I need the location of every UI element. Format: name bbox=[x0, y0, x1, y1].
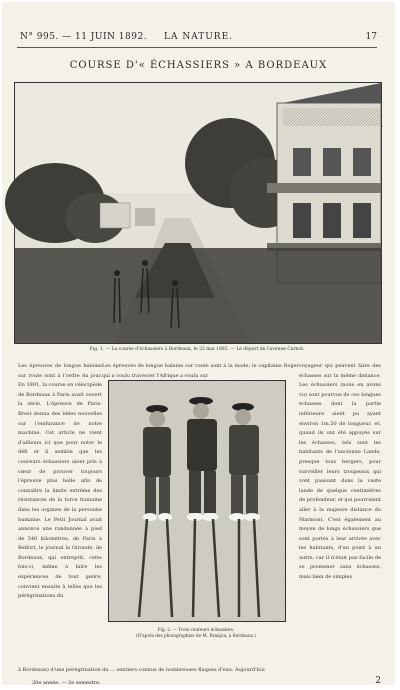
figure-2-caption bbox=[108, 627, 284, 639]
magazine-title: LA NATURE. bbox=[164, 32, 234, 42]
body-text-bottom: à Bordeaux) d'une pérégrination du ... sentiers connus de nombreuses flaques d'eau. Aujourd'hui bbox=[18, 667, 265, 673]
figure-2-engraving bbox=[108, 380, 286, 622]
footer-volume: 20e année. — 2e semestre. bbox=[32, 680, 101, 686]
body-text-top: Les épreuves de longue haleine sur route sont à la mode; le capitaine Roger qui a voulu traverser l'Afrique a voulu sur bbox=[102, 363, 299, 379]
article-title: COURSE D'« ÉCHASSIERS » A BORDEAUX bbox=[69, 60, 328, 71]
figure-2-caption-title: Fig. 2. — Trois coureurs échassiers. bbox=[157, 627, 235, 632]
magazine-page bbox=[2, 2, 395, 685]
header-rule bbox=[17, 47, 377, 48]
issue-number: N° 995. — 11 JUIN 1892. bbox=[20, 32, 148, 42]
body-text-left-column: Les épreuves de longue haleine sur route sont à l'ordre du jour. En 1891, la course en vélocipède de Bordeaux à Paris avait ouvert la série. L'épreuve de Paris-Brest donna des idées nouvelles sur l'endurance de notre machine. Cet article ne vient d'ailleurs ici que pour noter le défi et il semble que les coureurs échassiers aient pris à cœur de prouver toujours l'épreuve plus belle afin de connaître la limite extrême des résistances de la force humaine dans les organes de la personne humaine. Le Petit Journal avait annoncé une randonnée à pied de 540 kilomètres, de Paris à Belfort, le journal la Gironde, de Bordeaux, qui entreprit, cette fois-ci, même à faire les expériences de tout genre, convient ensuite à telles que les pérégrinations du bbox=[18, 363, 102, 600]
figure-1-engraving bbox=[14, 82, 382, 344]
body-text-right-column: voyageur qui peuvent faire des échasses sur la même distance. Les échassiers (nous en avons vu) sont pourvus de ces longues échasses dont la partie inférieure aient pu ayant environ 1m,50 de longueur, et, quand ils ont été appuyés sur les échasses, tels sont les habitants de l'ancienne Lande, presque tous bergers, pour surveiller leurs troupeaux qui vont paissant dans la vaste lande de quelque centimètres de profondeur, et qui pourraient aller à la majeure distance du Marmont. C'est également au moyen de longs échassiers que sont portés à leur arrivée avec les habitants, d'un point à un autre, car il n'était pas facile de se promener sans échasses, mais bien de simples bbox=[299, 363, 381, 581]
page-number: 17 bbox=[365, 32, 377, 42]
figure-1-caption: Fig. 1. — La course d'échassiers à Bordeaux, le 22 mai 1892. — Le départ de l'avenue Carnot. bbox=[89, 347, 305, 352]
footer-signature: 2 bbox=[375, 676, 381, 686]
running-header bbox=[2, 32, 395, 46]
page-footer bbox=[2, 676, 395, 690]
figure-2-caption-credit: (D'après des photographies de M. Panajou, à Bordeaux.) bbox=[136, 633, 256, 638]
